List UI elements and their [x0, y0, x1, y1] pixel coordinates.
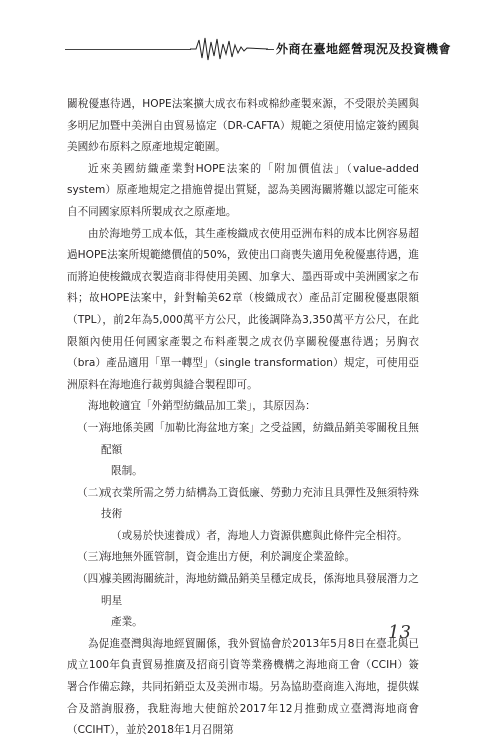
list-item-continuation: （或易於快速養成）者，海地人力資源供應與此條件完全相符。: [111, 529, 408, 542]
header-wave-ornament: [190, 36, 268, 62]
list-item-text: 成衣業所需之勞力結構為工資低廉、勞動力充沛且具彈性及無須特殊技術: [101, 486, 419, 521]
list-item-text: 海地無外匯管制，資金進出方便，利於調度企業盈餘。: [101, 551, 356, 564]
page-number: 13: [388, 622, 411, 643]
body-text: [67, 94, 419, 742]
list-item-reason-1: [67, 418, 419, 483]
list-marker: （一）: [77, 421, 109, 434]
list-item-text: 海地係美國「加勒比海盆地方案」之受益國，紡織品銷美零關稅且無配額: [101, 421, 419, 456]
list-item-continuation: 產業。: [111, 616, 143, 629]
list-item-reason-2: [67, 483, 419, 548]
list-item-text: 據美國海關統計，海地紡織品銷美呈穩定成長，係海地具發展潛力之明星: [101, 573, 419, 607]
running-header-title: 外商在臺地經營現況及投資機會: [276, 42, 452, 56]
paragraph-taitra-cooperation: 為促進臺灣與海地經貿關係，我外貿協會於2013年5月8日在臺北與已成立100年負責貿易推廣及招商引資等業務機構之海地商工會（CCIH）簽署合作備忘錄，共同拓銷亞太及美洲市場。另為協助臺商進入海地，提供媒合及諮詢服務，我駐海地大使館於2017年12月推動成立臺灣海地商會（CCIHT），並於2018年1月召開第: [67, 637, 419, 737]
paragraph-reasons-intro: 海地較適宜「外銷型紡織品加工業」，其原因為：: [88, 400, 316, 413]
list-item-reason-3: [67, 547, 419, 569]
paragraph-value-added-system: 近來美國紡織產業對HOPE法案的「附加價值法」（value-added system）原產地規定之措施曾提出質疑，認為美國海關將難以認定可能來自不同國家原料所製成衣之原產地。: [67, 162, 419, 218]
header-rule-right: [266, 49, 274, 50]
list-marker: （二）: [77, 486, 109, 499]
header-rule-left: [65, 49, 191, 50]
page-header: [0, 36, 480, 62]
list-marker: （三）: [77, 551, 109, 564]
list-item-continuation: 限制。: [111, 465, 143, 478]
list-marker: （四）: [77, 573, 109, 586]
paragraph-tpl-quota: 由於海地勞工成本低，其生產梭織成衣使用亞洲布料的成本比例容易超過HOPE法案所規範總價值的50%，致使出口商喪失適用免稅優惠待遇，進而將迫使梭織成衣製造商非得使用美國、加拿大、墨西哥或中美洲國家之布料；故HOPE法案中，針對輸美62章（梭織成衣）產品訂定關稅優惠限額（TPL），前2年為5,000萬平方公尺，此後調降為3,350萬平方公尺，在此限額內使用任何國家產製之布料產製之成衣仍享關稅優惠待遇；另胸衣（bra）產品適用「單一轉型」（single transformation）規定，可使用亞洲原料在海地進行裁剪與縫合製程即可。: [67, 227, 419, 391]
paragraph-hope-act-origin: 關稅優惠待遇，HOPE法案擴大成衣布料或棉紗產製來源，不受限於美國與多明尼加暨中美洲自由貿易協定（DR-CAFTA）規範之須使用協定簽約國與美國紗布原料之原產地規定範圍。: [67, 98, 419, 154]
list-item-reason-4: [67, 569, 419, 634]
